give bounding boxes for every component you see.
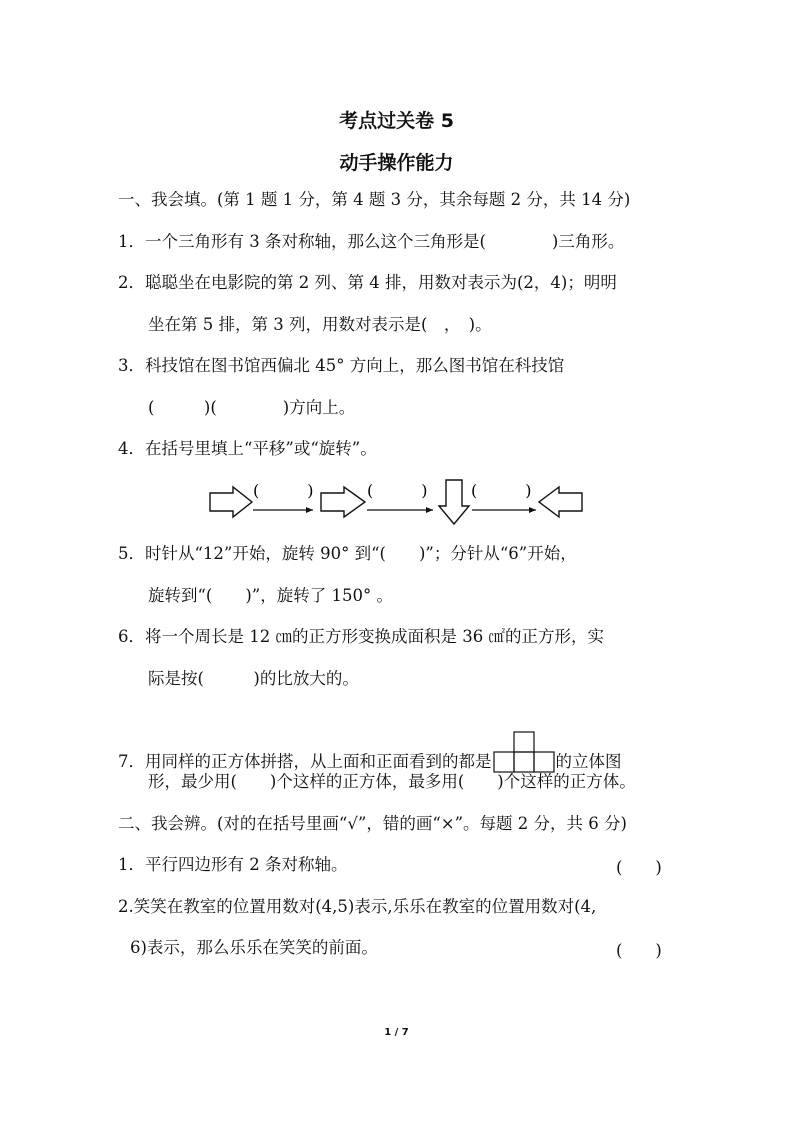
question-1-5-line1: 5．时针从“12”开始，旋转 90° 到“( )”；分针从“6”开始， xyxy=(118,544,577,563)
blank-paren-3: ( ) xyxy=(471,481,532,500)
question-1-2-line2: 坐在第 5 排，第 3 列，用数对表示是( ， )。 xyxy=(148,315,492,334)
left-block-arrow xyxy=(539,487,582,517)
question-1-2-line1: 2．聪聪坐在电影院的第 2 列、第 4 排，用数对表示为(2，4)；明明 xyxy=(118,273,617,292)
page-title: 考点过关卷 5 xyxy=(339,110,454,132)
down-block-arrow xyxy=(439,480,469,524)
cube-view-figure xyxy=(492,730,556,774)
answer-paren-2-2: ( ) xyxy=(616,941,662,960)
section2-heading: 二、我会辨。(对的在括号里画“√”，错的画“×”。每题 2 分，共 6 分) xyxy=(118,814,627,833)
question-1-7-text-a: 7．用同样的正方体拼搭，从上面和正面看到的都是 xyxy=(118,752,492,771)
question-1-5-line2: 旋转到“( )”，旋转了 150° 。 xyxy=(148,586,393,605)
blank-paren-1: ( ) xyxy=(253,481,314,500)
right-block-arrow-1 xyxy=(210,487,252,517)
question-1-7-line1 xyxy=(118,730,622,773)
question-1-7-text-b: 的立体图 xyxy=(555,752,622,771)
right-block-arrow-2 xyxy=(321,487,365,517)
page-number: 1 / 7 xyxy=(384,1027,409,1038)
answer-paren-2-1: ( ) xyxy=(616,858,662,877)
question-2-2-line1: 2.笑笑在教室的位置用数对(4,5)表示,乐乐在教室的位置用数对(4, xyxy=(118,897,597,916)
question-1-4: 4．在括号里填上“平移”或“旋转”。 xyxy=(118,439,377,458)
question-2-2-line2: 6)表示，那么乐乐在笑笑的前面。 xyxy=(130,938,378,957)
question-1-6-line1: 6．将一个周长是 12 ㎝的正方形变换成面积是 36 ㎠的正方形，实 xyxy=(118,627,604,646)
blank-paren-2: ( ) xyxy=(367,481,428,500)
arrow-transform-figure xyxy=(205,476,590,528)
question-1-6-line2: 际是按( )的比放大的。 xyxy=(148,669,359,688)
question-1-7-line2: 形，最少用( )个这样的正方体，最多用( )个这样的正方体。 xyxy=(148,772,636,791)
page-subtitle: 动手操作能力 xyxy=(339,152,454,174)
section1-heading: 一、我会填。(第 1 题 1 分，第 4 题 3 分，其余每题 2 分，共 14 分) xyxy=(118,190,631,209)
question-1-1: 1．一个三角形有 3 条对称轴，那么这个三角形是( )三角形。 xyxy=(118,232,625,251)
question-2-1: 1．平行四边形有 2 条对称轴。 xyxy=(118,855,348,874)
question-1-3-line2: ( )( )方向上。 xyxy=(148,398,356,417)
question-1-3-line1: 3．科技馆在图书馆西偏北 45° 方向上，那么图书馆在科技馆 xyxy=(118,356,565,375)
